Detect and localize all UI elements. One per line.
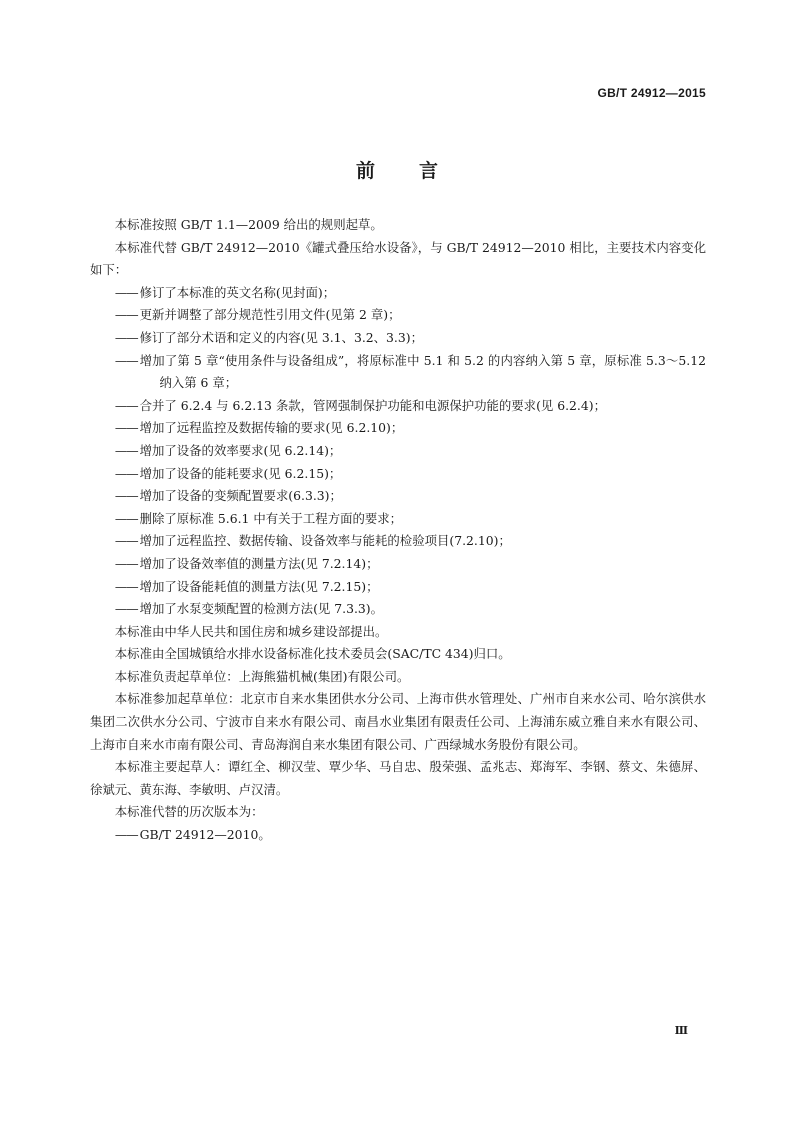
- list-item-text: 增加了设备的变频配置要求(6.3.3)；: [139, 488, 342, 504]
- dash-mark: ——: [114, 827, 138, 843]
- list-item-text: 修订了部分术语和定义的内容(见 3.1、3.2、3.3)；: [139, 329, 423, 345]
- list-item: [90, 282, 706, 305]
- paragraph-committee: 本标准由全国城镇给水排水设备标准化技术委员会(SAC/TC 434)归口。: [114, 646, 511, 662]
- list-item-text: 增加了设备的效率要求(见 6.2.14)；: [139, 442, 342, 458]
- dash-mark: ——: [114, 465, 138, 481]
- list-item: [90, 463, 706, 486]
- list-item: [90, 508, 706, 531]
- dash-mark: ——: [114, 307, 138, 323]
- list-item: [90, 598, 706, 621]
- foreword-body: [90, 214, 706, 847]
- paragraph-replacement: 本标准代替 GB/T 24912—2010《罐式叠压给水设备》，与 GB/T 24912—2010 相比，主要技术内容变化如下：: [90, 239, 706, 278]
- page-title: 前言: [355, 160, 482, 182]
- list-item-text: 删除了原标准 5.6.1 中有关于工程方面的要求；: [139, 510, 403, 526]
- dash-mark: ——: [114, 601, 138, 617]
- paragraph-participating-drafters: 本标准参加起草单位：北京市自来水集团供水分公司、上海市供水管理处、广州市自来水公司、哈尔滨供水集团二次供水分公司、宁波市自来水有限公司、南昌水业集团有限责任公司、上海浦东威立雅自来水有限公司、上海市自来水市南有限公司、青岛海润自来水集团有限公司、广西绿城水务股份有限公司。: [90, 691, 706, 752]
- dash-mark: ——: [114, 284, 138, 300]
- previous-version-text: GB/T 24912—2010。: [139, 827, 271, 843]
- standard-code: GB/T 24912—2015: [597, 86, 706, 100]
- list-item: [90, 576, 706, 599]
- dash-mark: ——: [114, 555, 138, 571]
- dash-mark: ——: [114, 397, 138, 413]
- list-item: [90, 440, 706, 463]
- list-item-text: 增加了设备的能耗要求(见 6.2.15)；: [139, 465, 342, 481]
- list-item-text: 合并了 6.2.4 与 6.2.13 条款，管网强制保护功能和电源保护功能的要求(见 6.2.4)；: [139, 397, 606, 413]
- dash-mark: ——: [114, 352, 138, 368]
- paragraph-proposer: 本标准由中华人民共和国住房和城乡建设部提出。: [114, 623, 388, 639]
- list-item-text: 增加了第 5 章“使用条件与设备组成”，将原标准中 5.1 和 5.2 的内容纳入第 5 章，原标准 5.3～5.12 纳入第 6 章；: [139, 352, 706, 391]
- dash-mark: ——: [114, 488, 138, 504]
- list-item-text: 增加了设备效率值的测量方法(见 7.2.14)；: [139, 555, 379, 571]
- dash-mark: ——: [114, 420, 138, 436]
- page-number: Ⅲ: [674, 1024, 688, 1037]
- list-item-text: 增加了远程监控、数据传输、设备效率与能耗的检验项目(7.2.10)；: [139, 533, 511, 549]
- list-item: [90, 327, 706, 350]
- list-item-text: 修订了本标准的英文名称(见封面)；: [139, 284, 336, 300]
- paragraph-drafting-rules: 本标准按照 GB/T 1.1—2009 给出的规则起草。: [114, 217, 383, 232]
- dash-mark: ——: [114, 578, 138, 594]
- list-item: [90, 417, 706, 440]
- list-item-text: 增加了水泵变频配置的检测方法(见 7.3.3)。: [139, 601, 383, 617]
- dash-mark: ——: [114, 533, 138, 549]
- paragraph-lead-drafter: 本标准负责起草单位：上海熊猫机械(集团)有限公司。: [114, 668, 410, 684]
- list-item: [90, 553, 706, 576]
- dash-mark: ——: [114, 510, 138, 526]
- list-item: [90, 530, 706, 553]
- list-item: [90, 824, 706, 847]
- list-item: [90, 485, 706, 508]
- list-item-text: 增加了远程监控及数据传输的要求(见 6.2.10)；: [139, 420, 404, 436]
- list-item-text: 更新并调整了部分规范性引用文件(见第 2 章)；: [139, 307, 401, 323]
- dash-mark: ——: [114, 329, 138, 345]
- list-item: [90, 304, 706, 327]
- paragraph-main-drafters: 本标准主要起草人：谭红全、柳汉莹、覃少华、马自忠、殷荣强、孟兆志、郑海军、李钢、蔡文、朱德屏、徐斌元、黄东海、李敏明、卢汉清。: [90, 759, 706, 797]
- list-item: [90, 350, 706, 395]
- change-list: [90, 282, 706, 621]
- dash-mark: ——: [114, 442, 138, 458]
- paragraph-previous-versions: 本标准代替的历次版本为：: [114, 804, 264, 820]
- list-item-text: 增加了设备能耗值的测量方法(见 7.2.15)；: [139, 578, 379, 594]
- list-item: [90, 395, 706, 418]
